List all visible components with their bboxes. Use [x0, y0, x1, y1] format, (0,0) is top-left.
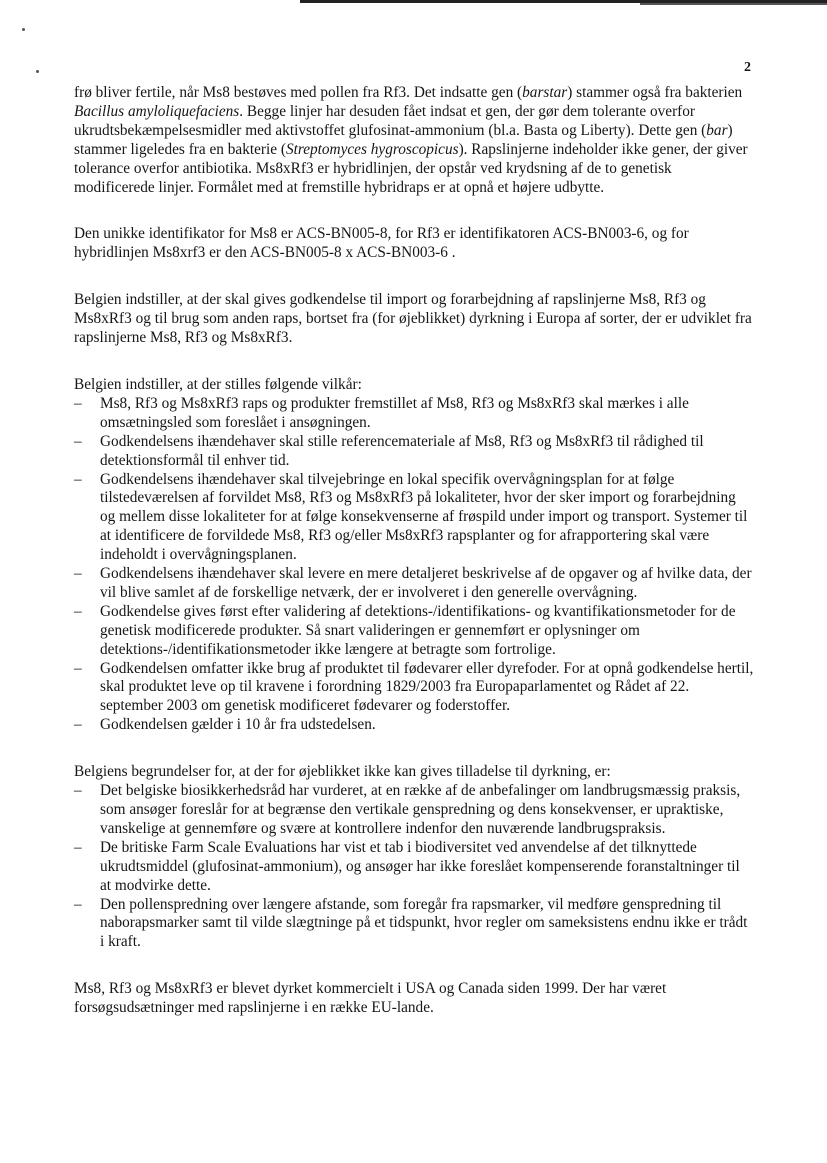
list-item: – Ms8, Rf3 og Ms8xRf3 raps og produkter fremstillet af Ms8, Rf3 og Ms8xRf3 skal mærkes i alle omsætningsled som foreslået i ansøgningen.: [74, 395, 754, 433]
paragraph-cultivation: Ms8, Rf3 og Ms8xRf3 er blevet dyrket kommercielt i USA og Canada siden 1999. Der har været forsøgsudsætninger med rapslinjerne i en række EU-lande.: [74, 980, 667, 1017]
list-item: – Den pollenspredning over længere afstande, som foregår fra rapsmarker, vil medføre genspredning til naborapsmarker samt til vilde slægtninge på et tidspunkt, hvor regler om sameksistens endnu ikke er trådt i kraft.: [74, 896, 754, 953]
page-number: 2: [744, 60, 751, 75]
list-item: – Godkendelsens ihændehaver skal tilvejebringe en lokal specifik overvågningsplan for at følge tilstedeværelsen af forvildet Ms8, Rf3 og Ms8xRf3 på lokaliteter, hvor der sker import og forarbejdning og mellem disse lokaliteter for at følge konsekvenserne af frøspild under import og transport. Systemer til at identificere de forvildede Ms8, Rf3 og/eller Ms8xRf3 rapsplanter og for afrapportering skal være indeholdt i overvågningsplanen.: [74, 471, 754, 566]
reasons-lead: Belgiens begrundelser for, at der for øjeblikket ikke kan gives tilladelse til dyrkning, er:: [74, 763, 611, 781]
list-item: – Godkendelsen omfatter ikke brug af produktet til fødevarer eller dyrefoder. For at opnå godkendelse hertil, skal produktet leve op til kravene i forordning 1829/2003 fra Europaparlamentet og Rådet af 22. september 2003 om genetisk modificeret fødevarer og foderstoffer.: [74, 660, 754, 717]
scan-edge-line: [640, 3, 827, 5]
conditions-list: [74, 395, 754, 735]
paragraph-breeding: frø bliver fertile, når Ms8 bestøves med pollen fra Rf3. Det indsatte gen (barstar) stammer også fra bakterien Bacillus amyloliquefaciens. Begge linjer har desuden fået indsat et gen, der gør dem tolerante overfor ukrudtsbekæmpelsesmidler med aktivstoffet glufosinat-ammonium (bl.a. Basta og Liberty). Dette gen (bar) stammer ligeledes fra en bakterie (Streptomyces hygroscopicus). Rapslinjerne indeholder ikke gener, der giver tolerance overfor antibiotika. Ms8xRf3 er hybridlinjen, der opstår ved krydsning af de to genetisk modificerede linjer. Formålet med at fremstille hybridraps er at opnå et højere udbytte.: [74, 84, 748, 196]
reasons-list: [74, 782, 754, 952]
list-item: – De britiske Farm Scale Evaluations har vist et tab i biodiversitet ved anvendelse af det tilknyttede ukrudtsmiddel (glufosinat-ammonium), og ansøger har ikke foreslået kompenserende foranstaltninger til at modvirke dette.: [74, 839, 754, 896]
paragraph-recommendation: Belgien indstiller, at der skal gives godkendelse til import og forarbejdning af rapslinjerne Ms8, Rf3 og Ms8xRf3 og til brug som anden raps, bortset fra (for øjeblikket) dyrkning i Europa af sorter, der er udviklet fra rapslinjerne Ms8, Rf3 og Ms8xRf3.: [74, 291, 752, 347]
list-item: – Godkendelsens ihændehaver skal levere en mere detaljeret beskrivelse af de opgaver og af hvilke data, der vil blive samlet af de forskellige netværk, der er involveret i den generelle overvågning.: [74, 565, 754, 603]
list-item: – Godkendelse gives først efter validering af detektions-/identifikations- og kvantifikationsmetoder for de genetisk modificerede produkter. Så snart valideringen er gennemført er oplysninger om detektions-/identifikationsmetoder ikke længere at betragte som fortrolige.: [74, 603, 754, 660]
scan-speck: [36, 70, 39, 73]
list-item: – Godkendelsen gælder i 10 år fra udstedelsen.: [74, 716, 754, 735]
scan-speck: [22, 28, 25, 31]
list-item: – Godkendelsens ihændehaver skal stille referencemateriale af Ms8, Rf3 og Ms8xRf3 til rådighed til detektionsformål til enhver tid.: [74, 433, 754, 471]
document-body: [74, 84, 754, 1046]
conditions-lead: Belgien indstiller, at der stilles følgende vilkår:: [74, 375, 362, 393]
list-item: – Det belgiske biosikkerhedsråd har vurderet, at en række af de anbefalinger om landbrugsmæssig praksis, som ansøger foreslår for at begrænse den vertikale genspredning og dens konsekvenser, er upraktiske, vanskelige at gennemføre og svære at kontrollere indenfor den nuværende landbrugspraksis.: [74, 782, 754, 839]
paragraph-identifiers: Den unikke identifikator for Ms8 er ACS-BN005-8, for Rf3 er identifikatoren ACS-BN003-6, og for hybridlinjen Ms8xrf3 er den ACS-BN005-8 x ACS-BN003-6 .: [74, 225, 689, 262]
